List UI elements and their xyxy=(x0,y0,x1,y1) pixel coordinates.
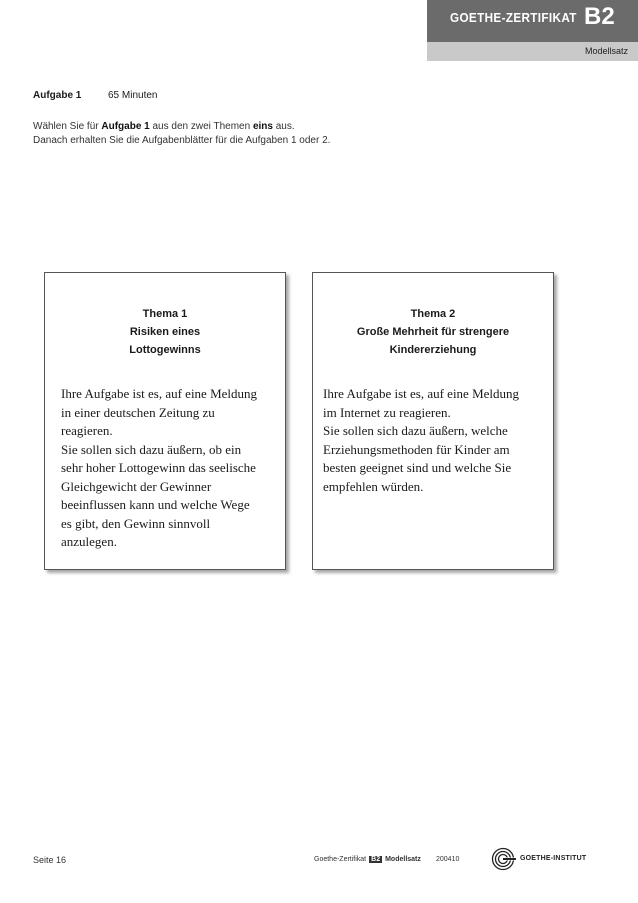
topic-description: Ihre Aufgabe ist es, auf eine Meldung in einer deutschen Zeitung zu reagieren. Sie sollen sich dazu äußern, ob ein sehr hoher Lottogewinn das seelische Gleichgewicht der Gewinner beeinflussen kann und welche Wege es gibt, den Gewinn sinnvoll anzulegen. xyxy=(61,386,258,549)
topic-description: Ihre Aufgabe ist es, auf eine Meldung im Internet zu reagieren. Sie sollen sich dazu äußern, welche Erziehungsmethoden für Kinder am besten geeignet sind und welche Sie empfehlen würden. xyxy=(323,386,520,494)
task-time: 65 Minuten xyxy=(108,90,158,101)
page-number: Seite 16 xyxy=(33,855,67,865)
instruction-line-2: Danach erhalten Sie die Aufgabenblätter für die Aufgaben 1 oder 2. xyxy=(33,135,331,146)
level-label: B2 xyxy=(584,3,615,30)
instruction-line-1: Wählen Sie für Aufgabe 1 aus den zwei Themen eins aus. xyxy=(33,121,295,132)
footer-certificate: Goethe-Zertifikat B2 Modellsatz xyxy=(314,856,421,863)
topic-box-1[interactable] xyxy=(44,272,286,570)
task-label: Aufgabe 1 xyxy=(33,90,82,101)
topic-box-2[interactable] xyxy=(312,272,554,570)
certificate-title: GOETHE-ZERTIFIKAT xyxy=(450,10,577,25)
institute-name: GOETHE-INSTITUT xyxy=(520,855,587,862)
topic-heading: Thema 2 Große Mehrheit für strengere Kindererziehung xyxy=(356,308,510,356)
footer-code: 200410 xyxy=(436,856,460,863)
topic-heading: Thema 1 Risiken eines Lottogewinns xyxy=(129,308,201,356)
model-set-label: Modellsatz xyxy=(584,46,628,56)
goethe-institut-logo-icon xyxy=(491,847,517,871)
footer-level-badge: B2 xyxy=(371,856,381,863)
instructions xyxy=(33,120,593,148)
